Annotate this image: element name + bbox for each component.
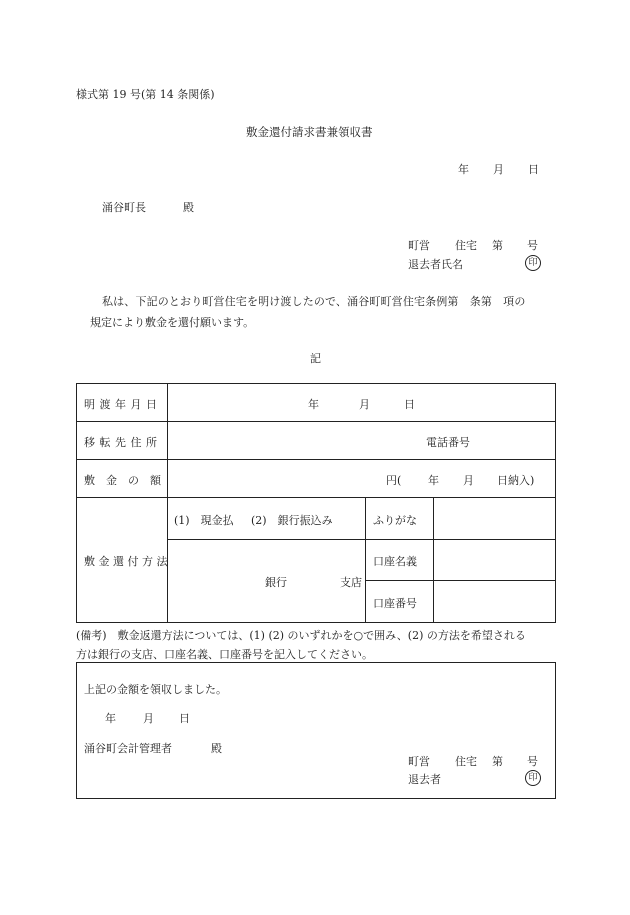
row-vacate-day: 日 [404,398,415,411]
refund-option-transfer: (2) 銀行振込み [251,514,333,527]
receipt-housing-go: 号 [527,755,538,768]
header-date-year: 年 [458,163,469,176]
row-deposit-day-paid: 日納入) [497,474,535,487]
header-date-day: 日 [528,163,539,176]
table-hline-1 [76,421,556,422]
refund-option-cash: (1) 現金払 [174,514,234,527]
receipt-statement: 上記の金額を領収しました。 [84,683,227,696]
note-line2: 方は銀行の支店、口座名義、口座番号を記入してください。 [76,648,373,661]
ki-heading: 記 [310,352,321,365]
row-refund-method-label: 敷 金 還 付 方 法 [84,555,168,568]
table-hline-5 [365,580,556,581]
row-vacate-month: 月 [359,398,370,411]
addressee-honorific: 殿 [183,201,194,214]
applicant-housing-town: 町営 [408,239,430,252]
request-table [76,383,556,623]
branch-label: 支店 [340,576,362,589]
table-vline-label [167,383,168,623]
account-number-label: 口座番号 [373,597,417,610]
header-date-month: 月 [493,163,504,176]
applicant-housing-house: 住宅 [455,239,477,252]
applicant-housing-dai: 第 [492,239,503,252]
addressee-name: 涌谷町長 [102,201,146,214]
row-deposit-label: 敷 金 の 額 [84,474,161,487]
row-deposit-month: 月 [463,474,474,487]
receipt-tenant-label: 退去者 [408,773,441,786]
document-title: 敷金還付請求書兼領収書 [246,125,373,139]
row-phone-label: 電話番号 [426,436,470,449]
form-number: 様式第 19 号(第 14 条関係) [76,88,215,101]
body-text-line2: 規定により敷金を還付願います。 [90,316,255,329]
row-vacate-year: 年 [308,398,319,411]
table-vline-mid [365,497,366,623]
receipt-manager: 涌谷町会計管理者 [84,742,172,755]
receipt-honorific: 殿 [211,742,222,755]
account-name-label: 口座名義 [373,555,417,568]
receipt-seal-icon: 印 [525,770,541,786]
applicant-name-label: 退去者氏名 [408,258,463,271]
applicant-housing-go: 号 [527,239,538,252]
receipt-housing-dai: 第 [492,755,503,768]
receipt-month: 月 [143,712,154,725]
row-new-address-label: 移 転 先 住 所 [84,436,158,449]
furigana-label: ふりがな [373,514,417,527]
table-hline-2 [76,459,556,460]
table-hline-4 [167,539,556,540]
row-deposit-year: 年 [428,474,439,487]
body-text-line1: 私は、下記のとおり町営住宅を明け渡したので、涌谷町町営住宅条例第 条第 項の [102,295,526,308]
table-hline-3 [76,497,556,498]
receipt-housing-town: 町営 [408,755,430,768]
row-deposit-yen: 円( [386,474,402,487]
table-vline-right [433,497,434,623]
note-line1: (備考) 敷金返還方法については、(1) (2) のいずれかを○で囲み、(2) の方法を希望される [76,629,526,642]
bank-label: 銀行 [265,576,287,589]
receipt-housing-house: 住宅 [455,755,477,768]
applicant-seal-icon: 印 [525,255,541,271]
row-vacate-date-label: 明 渡 年 月 日 [84,398,158,411]
receipt-year: 年 [105,712,116,725]
receipt-day: 日 [179,712,190,725]
